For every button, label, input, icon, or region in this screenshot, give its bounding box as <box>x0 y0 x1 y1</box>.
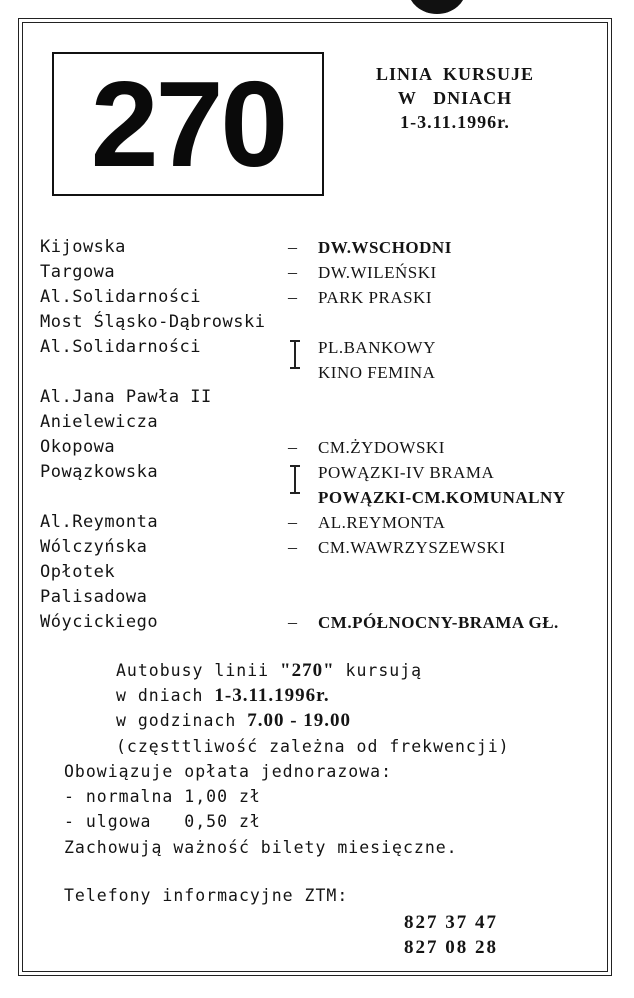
route-row <box>40 535 600 560</box>
phone-numbers <box>404 910 498 960</box>
stop-name: PARK PRASKI <box>318 288 432 307</box>
street-name: Al.Reymonta <box>40 512 159 532</box>
dash-marker: – <box>288 437 297 457</box>
dash-marker: – <box>288 237 297 257</box>
dash-marker: – <box>288 262 297 282</box>
stop-name: KINO FEMINA <box>318 363 436 382</box>
route-row <box>40 460 600 485</box>
line-number-box <box>52 52 324 196</box>
header-note-line-1: LINIA KURSUJE <box>375 64 535 84</box>
stop-name: PL.BANKOWY <box>318 338 436 357</box>
stop-name: POWĄZKI-IV BRAMA <box>318 463 495 482</box>
route-row <box>40 360 600 385</box>
monthly-tickets-note: Zachowują ważność bilety miesięczne. <box>64 838 458 857</box>
stop-name: CM.PÓŁNOCNY-BRAMA GŁ. <box>318 613 559 632</box>
top-edge-mark <box>408 0 466 14</box>
route-list <box>40 235 600 635</box>
frequency-note: (częsttliwość zależna od frekwencji) <box>116 737 510 756</box>
hours-value: 7.00 - 19.00 <box>247 710 352 731</box>
street-name: Al.Jana Pawła II <box>40 387 212 407</box>
stop-name: DW.WILEŃSKI <box>318 263 437 282</box>
dash-marker: – <box>288 287 297 307</box>
fare-reduced: - ulgowa 0,50 zł <box>64 812 261 831</box>
street-name: Okopowa <box>40 437 116 457</box>
header-note <box>340 62 570 134</box>
fare-title: Obowiązuje opłata jednorazowa: <box>64 762 393 781</box>
street-name: Al.Solidarności <box>40 287 202 307</box>
stop-name: CM.WAWRZYSZEWSKI <box>318 538 506 557</box>
route-row <box>40 510 600 535</box>
buses-prefix: Autobusy linii <box>116 661 281 680</box>
header-note-line-2: W DNIACH <box>397 88 513 108</box>
route-row <box>40 260 600 285</box>
hours-prefix: w godzinach <box>116 711 248 730</box>
street-name: Palisadowa <box>40 587 148 607</box>
dash-marker: – <box>288 537 297 557</box>
stop-name: POWĄZKI-CM.KOMUNALNY <box>318 488 566 507</box>
stop-name: AL.REYMONTA <box>318 513 446 532</box>
route-row <box>40 485 600 510</box>
dash-marker: – <box>288 612 297 632</box>
buses-suffix: kursują <box>334 661 423 680</box>
route-row <box>40 585 600 610</box>
days-prefix: w dniach <box>116 686 215 705</box>
dash-marker: – <box>288 512 297 532</box>
street-name: Al.Solidarności <box>40 337 202 357</box>
route-row <box>40 335 600 360</box>
route-row <box>40 435 600 460</box>
line-number: 270 <box>90 56 286 192</box>
street-name: Opłotek <box>40 562 116 582</box>
route-row <box>40 235 600 260</box>
header-note-line-3: 1-3.11.1996r. <box>400 112 510 132</box>
stop-name: DW.WSCHODNI <box>318 238 452 257</box>
route-row <box>40 385 600 410</box>
route-row <box>40 285 600 310</box>
days-value: 1-3.11.1996r. <box>214 685 330 706</box>
route-row <box>40 310 600 335</box>
street-name: Most Śląsko-Dąbrowski <box>40 312 266 332</box>
street-name: Wólczyńska <box>40 537 148 557</box>
street-name: Anielewicza <box>40 412 159 432</box>
street-name: Powązkowska <box>40 462 159 482</box>
route-row <box>40 560 600 585</box>
route-row <box>40 610 600 635</box>
street-name: Kijowska <box>40 237 126 257</box>
buses-line-number: "270" <box>280 660 335 681</box>
street-name: Targowa <box>40 262 116 282</box>
phone-number-2: 827 08 28 <box>404 937 498 958</box>
phone-number-1: 827 37 47 <box>404 912 498 933</box>
fare-normal: - normalna 1,00 zł <box>64 787 261 806</box>
route-row <box>40 410 600 435</box>
phones-title: Telefony informacyjne ZTM: <box>64 886 349 905</box>
stop-name: CM.ŻYDOWSKI <box>318 438 445 457</box>
street-name: Wóycickiego <box>40 612 159 632</box>
